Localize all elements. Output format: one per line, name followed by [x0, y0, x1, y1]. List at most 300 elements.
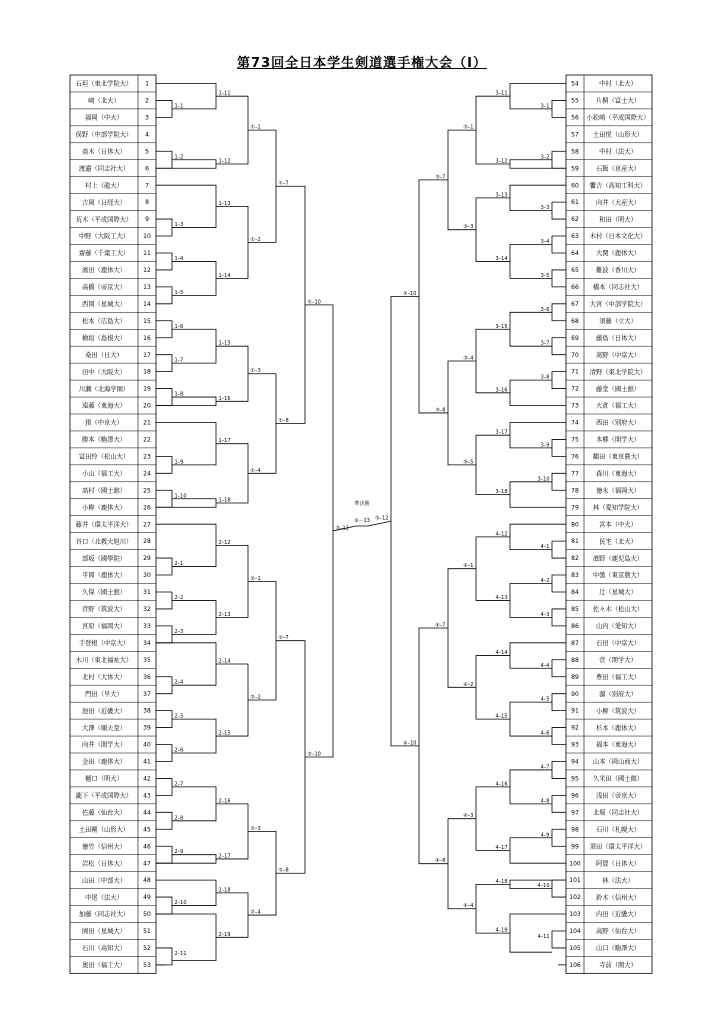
- player-name: 手登根（中京大）: [78, 640, 130, 648]
- player-number: 103: [569, 911, 581, 919]
- player-number: 29: [143, 555, 151, 563]
- match-label: 2–14: [218, 658, 231, 665]
- match-label: ④–8: [435, 858, 446, 865]
- bracket-connector: [552, 931, 566, 948]
- match-label: 2–12: [218, 539, 231, 546]
- bracket-connector: [156, 397, 216, 405]
- bracket-connector: [391, 296, 419, 745]
- player-number: 64: [571, 250, 579, 258]
- match-label: 4–17: [495, 844, 508, 851]
- player-number: 87: [571, 639, 579, 647]
- bracket-connector: [552, 660, 566, 677]
- player-number: 35: [143, 656, 151, 664]
- bracket-connector: [476, 884, 510, 933]
- match-label: 1–1: [174, 103, 184, 110]
- player-number: 44: [143, 809, 151, 817]
- player-number: 36: [143, 673, 151, 681]
- match-label: 4–3: [540, 611, 550, 618]
- bracket-connector: [216, 664, 248, 736]
- match-label: ④–7: [435, 622, 446, 629]
- bracket-connector: [419, 180, 448, 413]
- match-label: 2–17: [218, 853, 231, 860]
- match-label: 2–3: [174, 628, 184, 635]
- player-number: 89: [571, 673, 579, 681]
- player-name: 阿賀（日体大）: [595, 860, 641, 868]
- player-number: 73: [571, 402, 579, 410]
- match-label: 1–4: [174, 255, 184, 262]
- player-name: 平岡（鹿体大）: [81, 572, 127, 580]
- match-label: ①–2: [250, 236, 261, 243]
- player-number: 39: [143, 724, 151, 732]
- player-number: 18: [143, 368, 151, 376]
- player-name: 石川（高知大）: [81, 945, 127, 953]
- player-name: 中村（法大）: [599, 148, 637, 156]
- player-number: 71: [571, 368, 579, 376]
- player-name: 鈴木（信州大）: [595, 894, 641, 902]
- player-number: 31: [143, 589, 151, 597]
- bracket-connector: [156, 185, 216, 227]
- player-name: 濱野（鹿児島大）: [592, 555, 644, 563]
- bracket-connector: [552, 609, 566, 626]
- player-name: 橋本（同志社大）: [592, 284, 644, 292]
- match-label: 2–13: [218, 611, 231, 618]
- match-label: 3–2: [540, 154, 550, 161]
- player-name: 西田（別府大）: [595, 419, 641, 427]
- player-number: 54: [571, 80, 579, 88]
- match-label: ③–11: [335, 525, 349, 532]
- player-name: 鶴田（東京農大）: [592, 453, 644, 461]
- match-label: ②–8: [278, 867, 289, 874]
- player-name: 大澤（順天堂）: [81, 724, 127, 732]
- player-number: 47: [143, 860, 151, 868]
- player-name: 北村（大体大）: [81, 673, 127, 681]
- bracket-connector: [476, 787, 510, 851]
- bracket-connector: [419, 628, 448, 864]
- player-name: 村上（龍大）: [85, 182, 123, 190]
- match-label: 4–2: [540, 578, 550, 584]
- bracket-connector: [510, 838, 566, 863]
- bracket-connector: [216, 893, 248, 937]
- match-label: 2–6: [174, 747, 184, 754]
- player-name: 池田（近畿大）: [81, 707, 127, 715]
- player-number: 23: [143, 453, 151, 461]
- player-name: 園田（星城大）: [81, 928, 127, 936]
- bracket-connector: [216, 444, 248, 503]
- match-label: ④–1: [463, 563, 474, 570]
- bracket-connector: [510, 160, 566, 168]
- bracket-connector: [156, 846, 172, 863]
- player-name: 俣野（中部学院大）: [75, 131, 133, 139]
- bracket-connector: [216, 804, 248, 859]
- match-label: 1–18: [218, 497, 231, 504]
- match-label: 1–13: [218, 200, 231, 207]
- bracket-connector: [156, 855, 216, 863]
- player-name: 西岡（星城大）: [81, 301, 127, 309]
- player-name: 川瀬（北海学園）: [78, 385, 130, 393]
- player-name: 桑田（日大）: [85, 351, 123, 359]
- player-number: 24: [143, 470, 151, 478]
- bracket-connector: [552, 575, 566, 592]
- match-label: ①–10: [307, 299, 321, 306]
- match-label: 2–10: [174, 900, 187, 907]
- match-label: ③–12: [375, 515, 389, 522]
- player-name: 福岡（中大）: [85, 114, 123, 122]
- player-name: 清野（東北学院大）: [589, 368, 647, 376]
- player-name: 山田（中部大）: [81, 877, 127, 885]
- bracket-connector: [552, 761, 566, 778]
- match-label: 2–18: [218, 887, 231, 894]
- match-label: 1–7: [174, 357, 184, 364]
- player-name: 土田悦（山形大）: [592, 131, 644, 139]
- player-number: 95: [571, 775, 579, 783]
- match-label: 1–16: [218, 395, 231, 402]
- player-number: 17: [143, 351, 151, 359]
- player-name: 濱田（鹿体大）: [81, 267, 127, 275]
- bracket-connector: [156, 524, 216, 566]
- match-label: ②–3: [250, 825, 261, 832]
- player-name: 林（法大）: [602, 877, 634, 885]
- player-name: 民宅（北大）: [599, 538, 637, 546]
- bracket-connector: [476, 198, 510, 262]
- bracket-connector: [552, 795, 566, 812]
- player-number: 20: [143, 402, 151, 410]
- match-label: 4–6: [540, 730, 550, 737]
- player-number: 68: [571, 317, 579, 325]
- final-label: 準決勝: [354, 501, 370, 507]
- bracket-connector: [476, 329, 510, 393]
- match-label: ④–3: [463, 813, 474, 820]
- bracket-connector: [552, 829, 566, 846]
- player-number: 10: [143, 233, 151, 241]
- match-label: ④–10: [403, 740, 417, 747]
- match-label: ②–4: [250, 909, 261, 916]
- player-number: 104: [569, 928, 581, 936]
- bracket-connector: [510, 524, 566, 549]
- player-name: 木村（日本文化大）: [589, 233, 647, 241]
- player-name: 中村（北大）: [599, 80, 637, 88]
- player-number: 90: [571, 690, 579, 698]
- player-name: 樋口（明大）: [85, 775, 123, 783]
- player-number: 2: [145, 97, 149, 105]
- player-name: 小柳（鹿体大）: [81, 504, 127, 512]
- player-number: 15: [143, 317, 151, 325]
- player-name: 石田（中京大）: [595, 640, 641, 648]
- player-name: 髙野（中京大）: [595, 351, 641, 359]
- bracket-connector: [156, 321, 172, 338]
- player-number: 43: [143, 792, 151, 800]
- bracket-connector: [552, 728, 566, 745]
- match-label: 3–4: [540, 239, 550, 245]
- bracket-connector: [156, 83, 216, 108]
- player-name: 吉岡（日経大）: [81, 199, 127, 207]
- player-name: 北堀（同志社大）: [592, 809, 644, 817]
- bracket-connector: [156, 626, 172, 643]
- player-number: 74: [571, 419, 579, 427]
- match-label: 4–15: [495, 713, 508, 720]
- player-name: 森川（東海大）: [595, 470, 641, 478]
- player-name: 加藤（同志社大）: [78, 911, 130, 919]
- bracket-connector: [156, 219, 172, 236]
- player-number: 34: [143, 639, 151, 647]
- player-number: 52: [143, 945, 151, 953]
- match-label: ③–1: [463, 124, 474, 131]
- player-number: 9: [145, 216, 149, 224]
- player-name: 谷口（北教大旭川）: [75, 538, 133, 546]
- match-label: 4–9: [540, 832, 550, 839]
- bracket-connector: [552, 151, 566, 168]
- player-name: 石川（札幌大）: [595, 826, 641, 834]
- player-name: 山口（駒澤大）: [595, 945, 641, 953]
- player-number: 28: [143, 538, 151, 546]
- match-label: ②–7: [278, 635, 289, 642]
- bracket-connector: [156, 948, 172, 965]
- match-label: 2–2: [174, 594, 184, 601]
- player-number: 100: [569, 860, 581, 868]
- player-number: 21: [143, 419, 151, 427]
- match-label: 1–12: [218, 158, 231, 165]
- player-number: 79: [571, 504, 579, 512]
- player-name: 菅（関学大）: [599, 656, 637, 664]
- match-label: ④–2: [463, 681, 474, 688]
- bracket-connector: [552, 270, 566, 287]
- bracket-connector: [156, 287, 172, 304]
- match-label: 4–10: [537, 883, 550, 890]
- page-title: 第73回全日本学生剣道選手権大会（Ⅰ）: [237, 56, 487, 71]
- bracket-connector: [552, 338, 566, 355]
- player-name: 山内（愛知大）: [595, 623, 641, 631]
- player-name: 福本（東海大）: [595, 741, 641, 749]
- player-number: 7: [145, 182, 149, 190]
- player-number: 40: [143, 741, 151, 749]
- player-number: 48: [143, 877, 151, 885]
- player-name: 杉本（鹿体大）: [595, 724, 641, 732]
- final-match-label: ③－13: [354, 518, 370, 524]
- match-label: 3–17: [495, 429, 508, 436]
- match-label: ②–1: [250, 575, 261, 582]
- player-name: 猪（中京大）: [85, 419, 123, 427]
- match-label: 4–4: [540, 662, 550, 669]
- player-number: 41: [143, 758, 151, 766]
- player-number: 3: [145, 114, 149, 122]
- bracket-connector: [510, 643, 566, 668]
- player-name: 小柳（筑波大）: [595, 707, 641, 715]
- player-number: 50: [143, 911, 151, 919]
- match-label: ③–3: [463, 224, 474, 231]
- player-number: 51: [143, 928, 151, 936]
- player-number: 6: [145, 165, 149, 173]
- match-label: 2–5: [174, 713, 184, 720]
- player-number: 70: [571, 351, 579, 359]
- player-number: 16: [143, 334, 151, 342]
- match-label: 4–1: [540, 544, 550, 551]
- player-number: 5: [145, 148, 149, 156]
- player-number: 55: [571, 97, 579, 105]
- player-name: 藤島（日体大）: [595, 334, 641, 342]
- match-label: 3–7: [540, 340, 550, 347]
- player-name: 部坂（國學院）: [81, 555, 127, 563]
- bracket-connector: [552, 100, 566, 117]
- bracket-connector: [156, 745, 172, 762]
- player-name: 石飯（京産大）: [595, 165, 641, 173]
- player-number: 80: [571, 521, 579, 529]
- player-name: 大倉（福工大）: [595, 402, 641, 410]
- bracket-connector: [156, 897, 172, 914]
- match-label: ③–8: [435, 407, 446, 414]
- player-number: 4: [145, 131, 149, 139]
- match-label: ①–8: [278, 418, 289, 425]
- bracket-connector: [156, 490, 172, 507]
- bracket-connector: [248, 130, 276, 242]
- match-label: 4–12: [495, 531, 508, 538]
- bracket-connector: [552, 304, 566, 321]
- player-name: 高野（仙台大）: [595, 928, 641, 936]
- match-label: 2–1: [174, 561, 184, 568]
- player-name: 荒木（平成国際大）: [75, 216, 133, 224]
- player-number: 97: [571, 809, 579, 817]
- match-label: 3–18: [495, 489, 508, 496]
- match-label: 1–14: [218, 272, 231, 279]
- player-number: 78: [571, 487, 579, 495]
- player-name: 遠藤（東海大）: [81, 402, 127, 410]
- player-number: 77: [571, 470, 579, 478]
- bracket-connector: [510, 83, 566, 108]
- bracket-connector: [552, 473, 566, 490]
- bracket-connector: [476, 435, 510, 494]
- bracket-connector: [510, 482, 566, 507]
- player-number: 63: [571, 233, 579, 241]
- match-label: 3–13: [495, 192, 508, 199]
- bracket-connector: [156, 389, 172, 406]
- bracket-connector: [156, 711, 172, 728]
- player-number: 27: [143, 521, 151, 529]
- match-label: ①–1: [250, 124, 261, 131]
- player-name: 中野（大阪工大）: [78, 233, 130, 241]
- bracket-connector: [156, 160, 216, 168]
- match-label: 4–13: [495, 594, 508, 601]
- match-label: 4–7: [540, 764, 550, 771]
- bracket-connector: [156, 643, 216, 685]
- bracket-connector: [156, 422, 216, 464]
- player-name: 髙木（日体大）: [81, 148, 127, 156]
- player-name: 﨑（北大）: [88, 97, 120, 105]
- match-label: ①–4: [250, 467, 261, 474]
- match-label: ②–2: [250, 694, 261, 701]
- match-label: ①–7: [278, 180, 289, 187]
- player-number: 86: [571, 622, 579, 630]
- match-label: 4–14: [495, 650, 508, 657]
- player-number: 92: [571, 724, 579, 732]
- bracket-connector: [156, 677, 172, 694]
- player-name: 豊田（福工大）: [595, 673, 641, 681]
- bracket-lines: [156, 83, 566, 964]
- player-number: 88: [571, 656, 579, 664]
- player-number: 60: [571, 182, 579, 190]
- match-label: 1–3: [174, 222, 184, 229]
- player-number: 67: [571, 300, 579, 308]
- player-name: 内田（近畿大）: [595, 911, 641, 919]
- bracket-connector: [552, 541, 566, 558]
- match-label: ③–4: [463, 355, 474, 362]
- player-number: 83: [571, 572, 579, 580]
- match-label: 3–11: [495, 90, 508, 97]
- bracket-connector: [476, 96, 510, 164]
- player-number: 22: [143, 436, 151, 444]
- match-label: 3–9: [540, 442, 550, 449]
- match-label: 2–19: [218, 931, 231, 938]
- match-label: 1–6: [174, 323, 184, 330]
- player-name: 富田怜（松山大）: [78, 453, 130, 461]
- player-name: 瀧下（平成国際大）: [75, 792, 133, 800]
- match-label: 3–3: [540, 205, 550, 212]
- bracket-connector: [156, 812, 172, 829]
- match-label: 2–7: [174, 781, 184, 788]
- player-number: 25: [143, 487, 151, 495]
- player-number: 94: [571, 758, 579, 766]
- bracket-connector: [248, 581, 276, 700]
- match-label: 4–19: [495, 927, 508, 934]
- player-name: 向井（関学大）: [81, 741, 127, 749]
- player-number: 85: [571, 606, 579, 614]
- player-name: 佐々木（松山大）: [592, 606, 644, 614]
- player-number: 98: [571, 826, 579, 834]
- bracket-connector: [216, 346, 248, 401]
- match-label: 3–6: [540, 306, 550, 313]
- bracket-connector: [510, 380, 566, 405]
- match-label: 2–8: [174, 815, 184, 822]
- match-label: 3–12: [495, 158, 508, 165]
- match-label: ①–3: [250, 368, 261, 375]
- match-label: ④–4: [463, 903, 474, 910]
- player-name: 土田剛（山形大）: [78, 826, 130, 834]
- match-label: 3–15: [495, 323, 508, 330]
- player-name: 勝本（駒澤大）: [81, 436, 127, 444]
- player-name: 源（別府大）: [599, 690, 637, 698]
- player-number: 13: [143, 283, 151, 291]
- match-label: 1–10: [174, 493, 187, 500]
- match-label: 4–8: [540, 798, 550, 805]
- bracket-connector: [248, 374, 276, 474]
- match-label: 2–4: [174, 679, 184, 686]
- bracket-connector: [448, 819, 476, 909]
- player-number: 38: [143, 707, 151, 715]
- player-name: 久米田（國士館）: [592, 775, 644, 783]
- player-name: 奥田（福工大）: [81, 962, 127, 970]
- player-number: 53: [143, 961, 151, 969]
- bracket-connector: [448, 130, 476, 230]
- player-name: 宮原（福岡大）: [81, 623, 127, 631]
- player-name: 和田（明大）: [599, 216, 637, 224]
- player-number: 19: [143, 385, 151, 393]
- player-number: 81: [571, 538, 579, 546]
- player-name: 高橋（帝京大）: [81, 284, 127, 292]
- player-name: 小山（福工大）: [81, 470, 127, 478]
- player-number: 106: [569, 961, 581, 969]
- bracket-connector: [248, 831, 276, 915]
- player-number: 91: [571, 707, 579, 715]
- player-number: 46: [143, 843, 151, 851]
- player-name: 大関（鹿体大）: [595, 250, 641, 258]
- player-number: 42: [143, 775, 151, 783]
- bracket-connector: [156, 151, 172, 168]
- player-name: 徳竹（信州大）: [81, 843, 127, 851]
- player-name: 佐藤（仙台大）: [81, 809, 127, 817]
- match-label: 2–9: [174, 849, 184, 856]
- player-name: 田中（大阪大）: [81, 368, 127, 376]
- player-name: 片桐（富士大）: [595, 97, 641, 105]
- player-name: 本郷（関学大）: [595, 436, 641, 444]
- match-label: 1–11: [218, 90, 231, 97]
- player-number: 56: [571, 114, 579, 122]
